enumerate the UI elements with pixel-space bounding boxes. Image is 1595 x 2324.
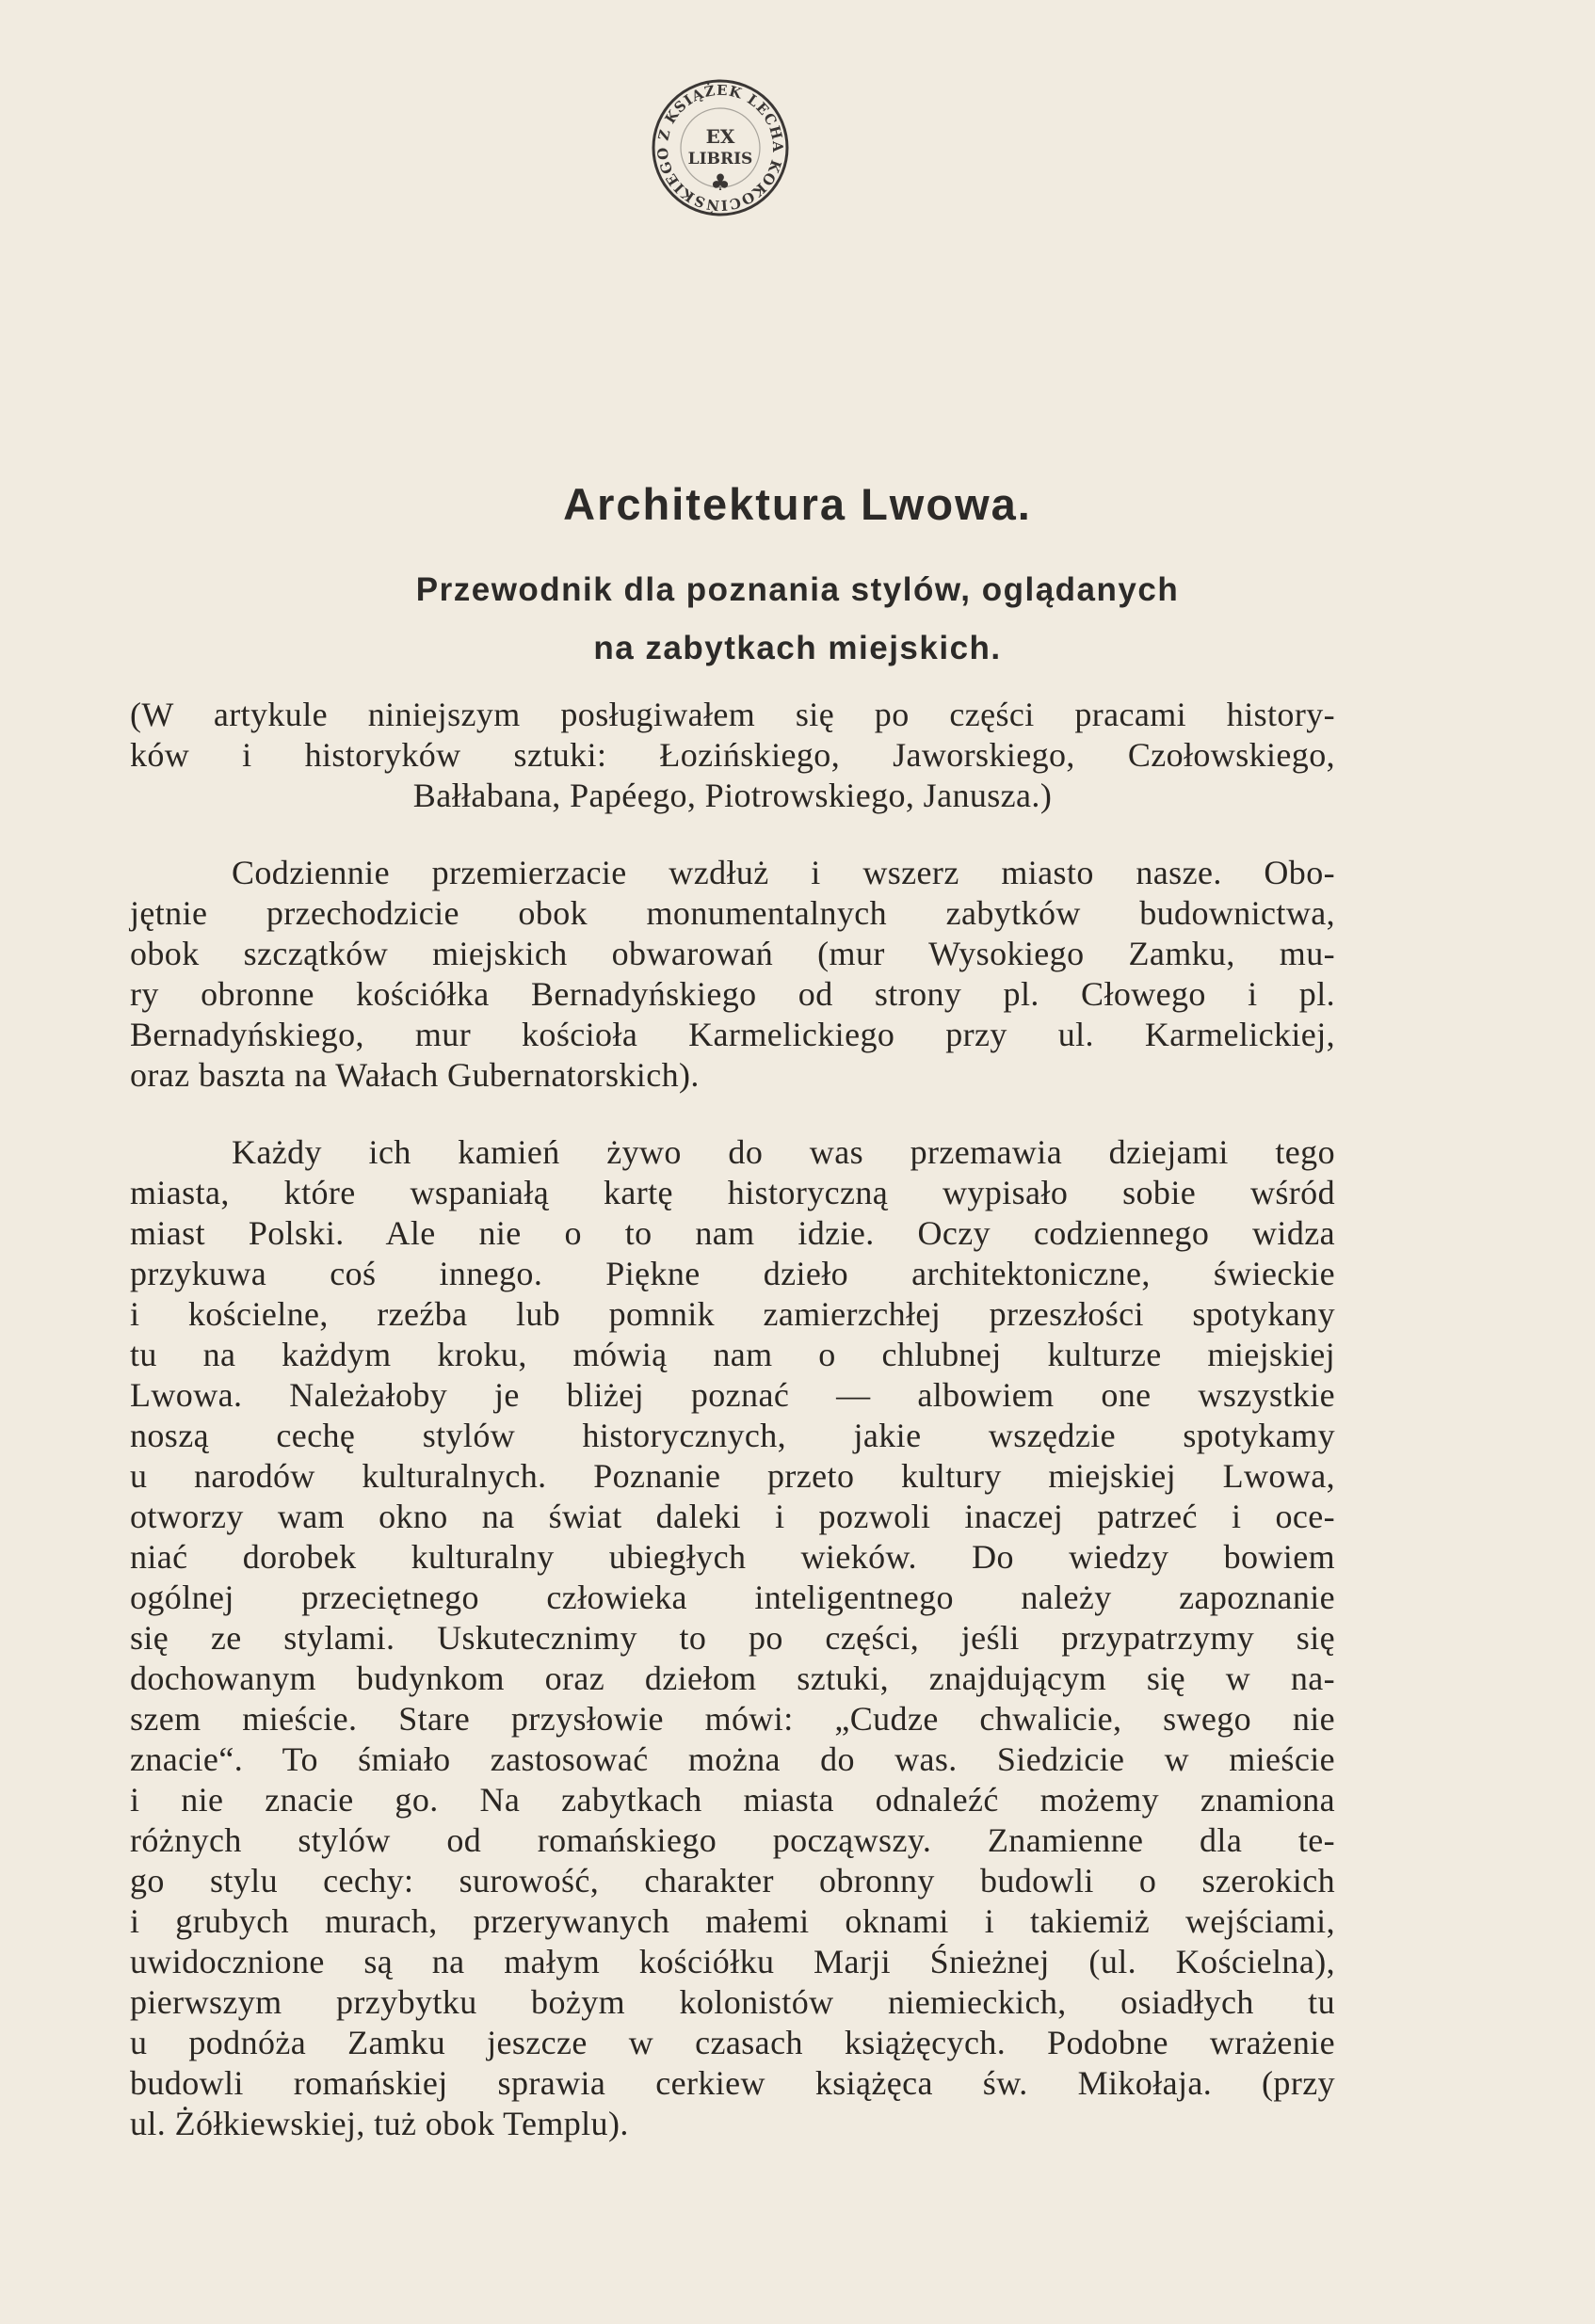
paragraph-line: różnych stylów od romańskiego począwszy. Znamienne dla te- bbox=[130, 1821, 1335, 1859]
paragraph-line: uwidocznione są na małym kościółku Marji Śnieżnej (ul. Kościelna), bbox=[130, 1943, 1335, 1980]
note-line: (W artykule niniejszym posługiwałem się po części pracami history- bbox=[130, 696, 1335, 733]
paragraph-line: i grubych murach, przerywanych małemi oknami i takiemiż wejściami, bbox=[130, 1902, 1335, 1940]
paragraph-line: ry obronne kościółka Bernadyńskiego od strony pl. Cłowego i pl. bbox=[130, 975, 1335, 1013]
page-title: Architektura Lwowa. bbox=[563, 479, 1032, 529]
paragraph-line: budowli romańskiej sprawia cerkiew książęca św. Mikołaja. (przy bbox=[130, 2064, 1335, 2102]
paragraph-line: oraz baszta na Wałach Gubernatorskich). bbox=[130, 1056, 700, 1094]
paragraph-line: go stylu cechy: surowość, charakter obronny budowli o szerokich bbox=[130, 1862, 1335, 1899]
paragraph-1 bbox=[130, 853, 1335, 1096]
paragraph-line: się ze stylami. Uskutecznimy to po części, jeśli przypatrzymy się bbox=[130, 1619, 1335, 1657]
svg-text:EX: EX bbox=[705, 125, 735, 148]
subtitle-line: na zabytkach miejskich. bbox=[593, 630, 1002, 666]
paragraph-line: Bernadyńskiego, mur kościoła Karmelickiego przy ul. Karmelickiej, bbox=[130, 1016, 1335, 1053]
paragraph-line: szem mieście. Stare przysłowie mówi: „Cudze chwalicie, swego nie bbox=[130, 1700, 1335, 1738]
ex-libris-stamp bbox=[650, 77, 791, 218]
paragraph-line: jętnie przechodzicie obok monumentalnych zabytków budownictwa, bbox=[130, 894, 1335, 932]
paragraph-line: miasta, które wspaniałą kartę historyczną wypisało sobie wśród bbox=[130, 1174, 1335, 1211]
paragraph-line: pierwszym przybytku bożym kolonistów niemieckich, osiadłych tu bbox=[130, 1983, 1335, 2021]
paragraph-line: u narodów kulturalnych. Poznanie przeto kultury miejskiej Lwowa, bbox=[130, 1457, 1335, 1495]
paragraph-2 bbox=[130, 1132, 1335, 2144]
note-line: ków i historyków sztuki: Łozińskiego, Jaworskiego, Czołowskiego, bbox=[130, 736, 1335, 774]
note-line: Bałłabana, Papéego, Piotrowskiego, Janusza.) bbox=[412, 777, 1053, 814]
paragraph-line: Każdy ich kamień żywo do was przemawia dziejami tego bbox=[232, 1133, 1335, 1171]
paragraph-line: obok szczątków miejskich obwarowań (mur Wysokiego Zamku, mu- bbox=[130, 935, 1335, 972]
ex-libris-seal-icon bbox=[650, 77, 791, 218]
paragraph-line: i kościelne, rzeźba lub pomnik zamierzchłej przeszłości spotykany bbox=[130, 1295, 1335, 1333]
paragraph-line: miast Polski. Ale nie o to nam idzie. Oczy codziennego widza bbox=[130, 1214, 1335, 1252]
subtitle-line: Przewodnik dla poznania stylów, oglądanych bbox=[415, 571, 1180, 608]
paragraph-line: Lwowa. Należałoby je bliżej poznać — albowiem one wszystkie bbox=[130, 1376, 1335, 1414]
paragraph-line: i nie znacie go. Na zabytkach miasta odnaleźć możemy znamiona bbox=[130, 1781, 1335, 1819]
paragraph-line: znacie“. To śmiało zastosować można do was. Siedzicie w mieście bbox=[130, 1740, 1335, 1778]
paragraph-line: niać dorobek kulturalny ubiegłych wieków. Do wiedzy bowiem bbox=[130, 1538, 1335, 1576]
paragraph-line: otworzy wam okno na świat daleki i pozwoli inaczej patrzeć i oce- bbox=[130, 1498, 1335, 1535]
author-note bbox=[130, 695, 1335, 816]
paragraph-line: Codziennie przemierzacie wzdłuż i wszerz miasto nasze. Obo- bbox=[232, 854, 1335, 891]
paragraph-line: ul. Żółkiewskiej, tuż obok Templu). bbox=[130, 2105, 629, 2142]
paragraph-line: ogólnej przeciętnego człowieka inteligentnego należy zapoznanie bbox=[130, 1579, 1335, 1616]
paragraph-line: przykuwa coś innego. Piękne dzieło architektoniczne, świeckie bbox=[130, 1255, 1335, 1292]
svg-text:Z KSIĄŻEK LECHA KOKOCIŃSKIEGO: Z KSIĄŻEK LECHA KOKOCIŃSKIEGO bbox=[653, 81, 787, 215]
page-subtitle bbox=[0, 561, 1595, 678]
svg-text:♣: ♣ bbox=[710, 169, 731, 196]
paragraph-line: noszą cechę stylów historycznych, jakie wszędzie spotykamy bbox=[130, 1417, 1335, 1454]
paragraph-line: tu na każdym kroku, mówią nam o chlubnej kulturze miejskiej bbox=[130, 1336, 1335, 1373]
paragraph-line: u podnóża Zamku jeszcze w czasach książęcych. Podobne wrażenie bbox=[130, 2024, 1335, 2061]
svg-text:LIBRIS: LIBRIS bbox=[687, 150, 753, 168]
paragraph-line: dochowanym budynkom oraz dziełom sztuki, znajdującym się w na- bbox=[130, 1659, 1335, 1697]
